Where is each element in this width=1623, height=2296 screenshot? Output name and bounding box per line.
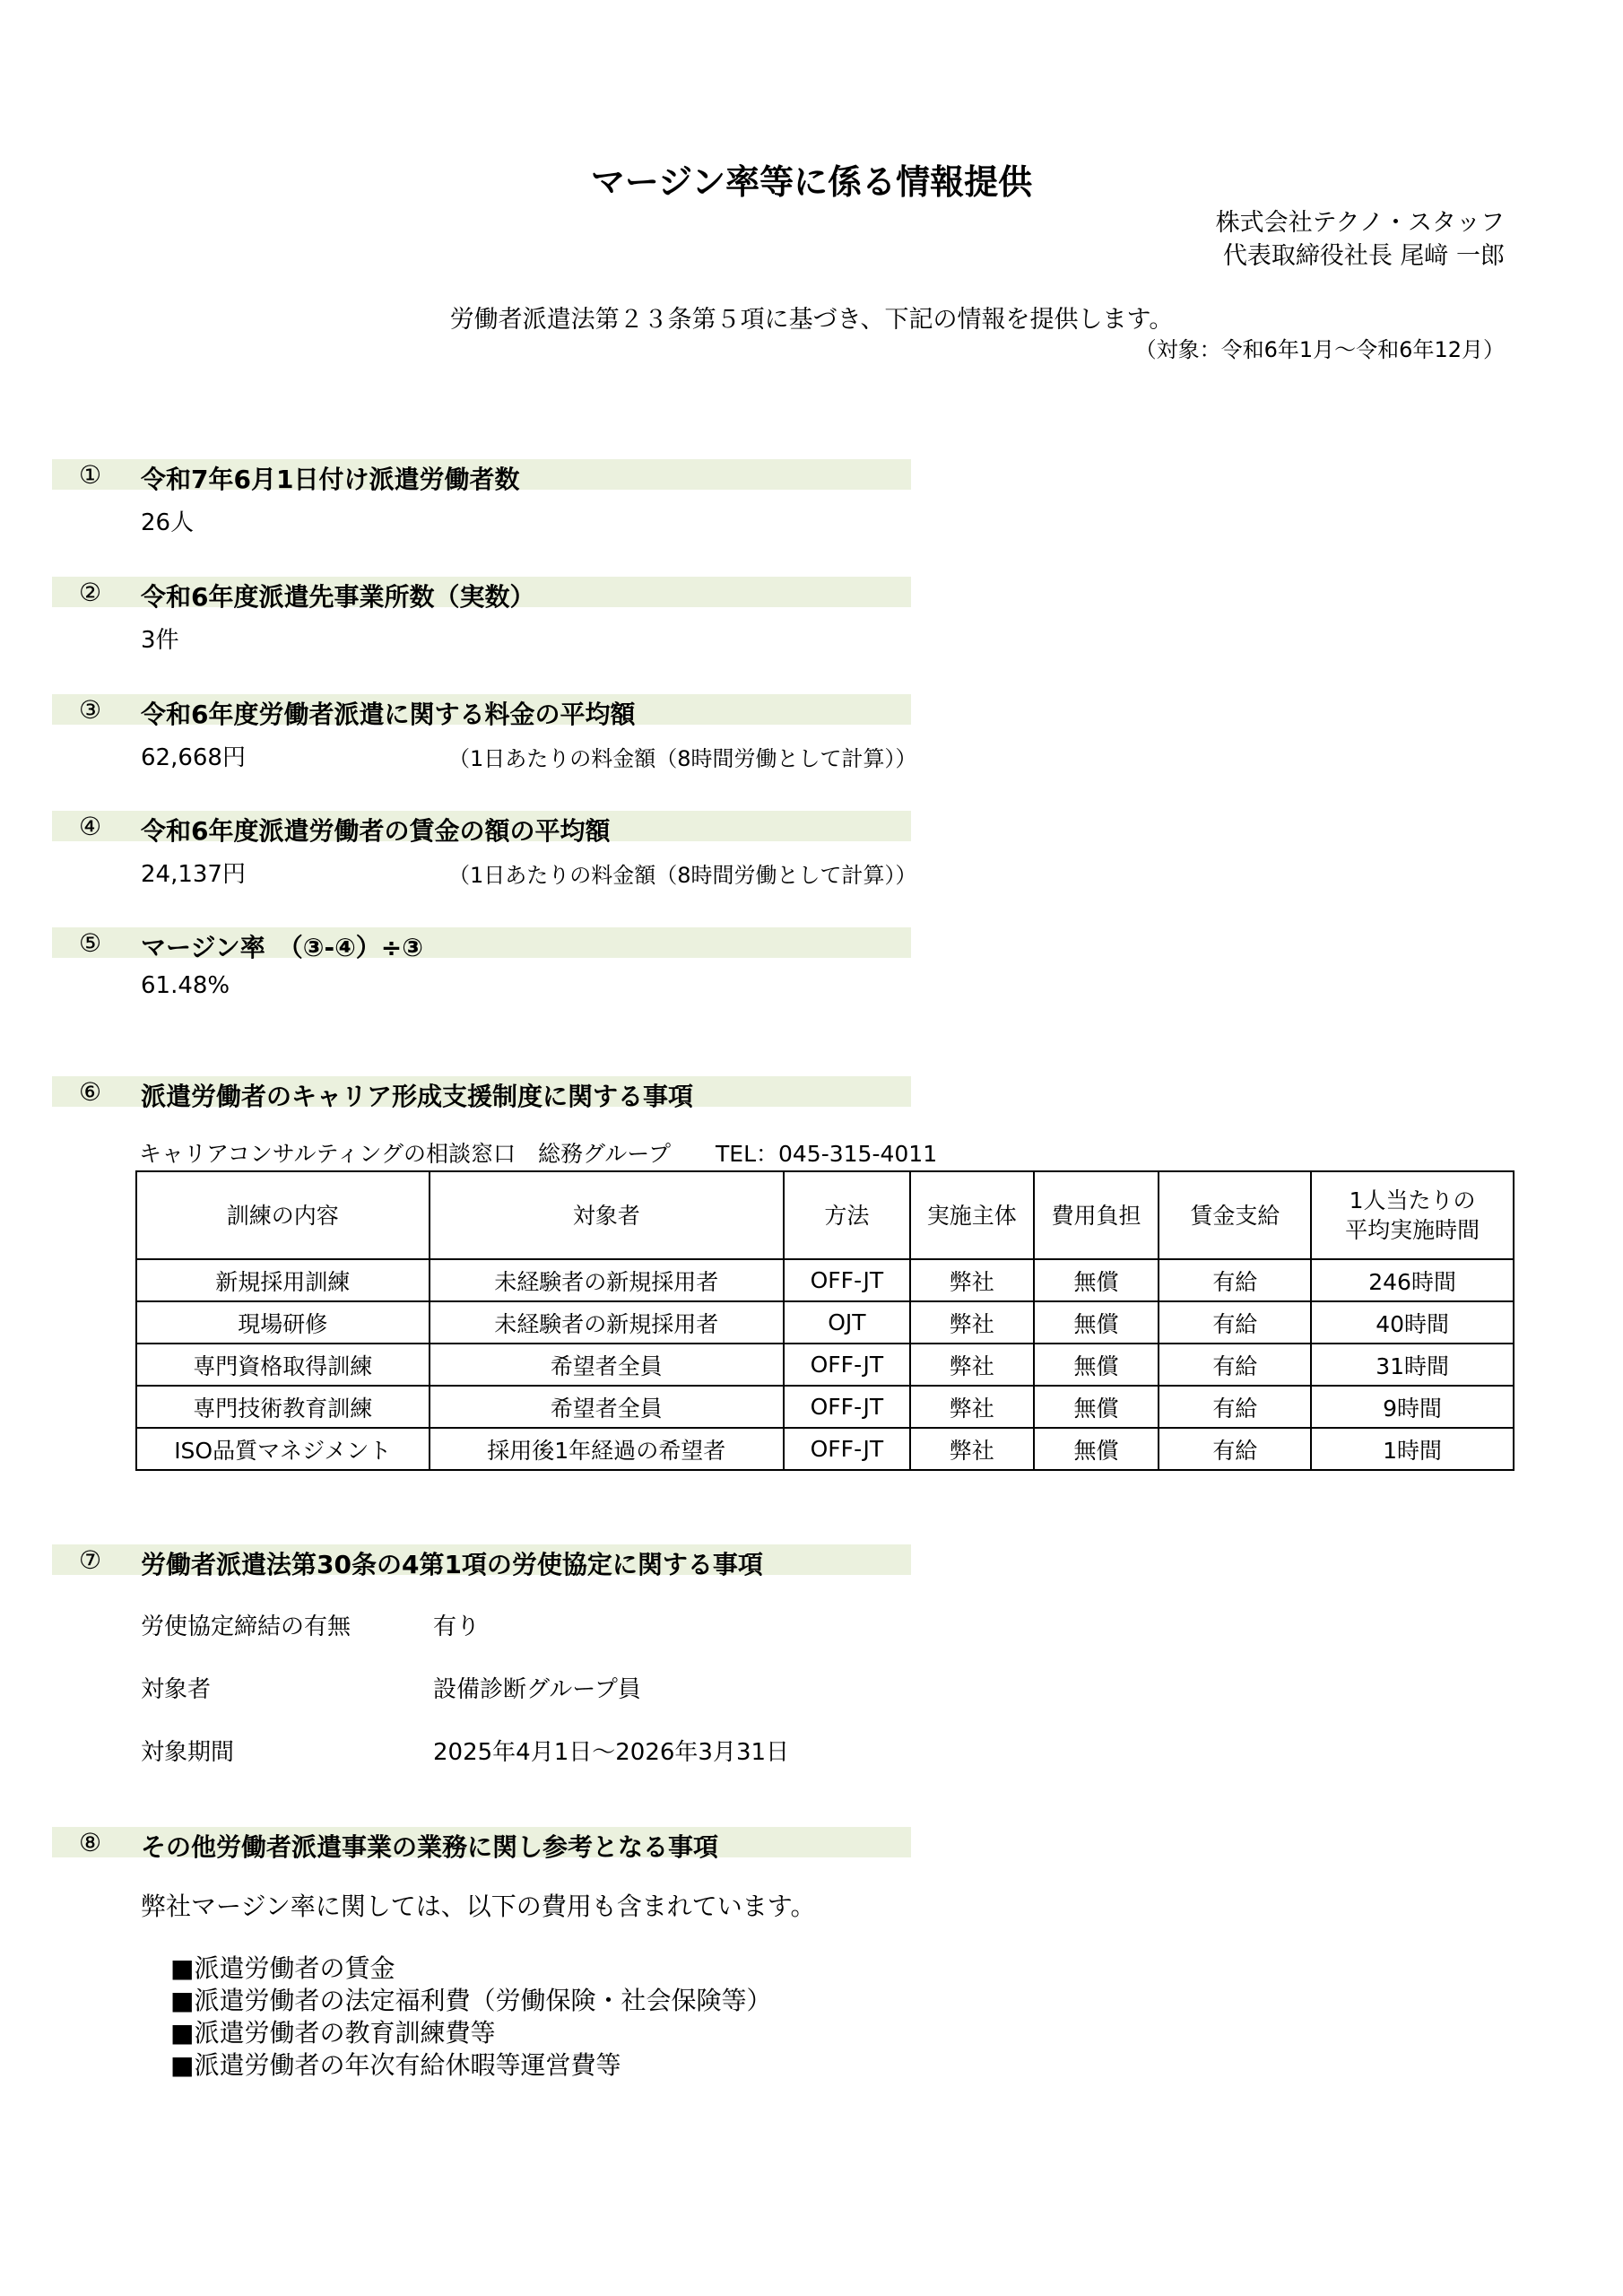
section-5-value: 61.48% xyxy=(141,972,230,999)
col-header-hours-line1: 1人当たりの xyxy=(1349,1187,1476,1213)
cell-wage: 有給 xyxy=(1159,1344,1311,1386)
cell-content: 専門技術教育訓練 xyxy=(136,1386,430,1428)
cell-target: 未経験者の新規採用者 xyxy=(430,1301,784,1344)
cell-target: 未経験者の新規採用者 xyxy=(430,1259,784,1301)
list-item: ■派遣労働者の賃金 xyxy=(170,1953,395,1983)
career-consult-contact: キャリアコンサルティングの相談窓口 総務グループ TEL：045-315-4011 xyxy=(139,1141,938,1167)
cell-cost: 無償 xyxy=(1034,1301,1159,1344)
target-key: 対象者 xyxy=(141,1676,212,1703)
section-3-value: 62,668円 xyxy=(141,744,246,771)
section-8-header xyxy=(52,1827,911,1862)
col-header-hours-line2: 平均実施時間 xyxy=(1345,1217,1480,1243)
cell-method: OFF-JT xyxy=(784,1259,910,1301)
section-1-value: 26人 xyxy=(141,509,195,536)
cell-content: 専門資格取得訓練 xyxy=(136,1344,430,1386)
section-3-note: （1日あたりの料金額（8時間労働として計算）） xyxy=(448,746,917,771)
cell-hours: 246時間 xyxy=(1311,1259,1514,1301)
period-key: 対象期間 xyxy=(141,1739,235,1766)
cell-wage: 有給 xyxy=(1159,1301,1311,1344)
target-period: （対象：令和6年1月～令和6年12月） xyxy=(1134,337,1505,362)
section-number: ⑦ xyxy=(79,1545,102,1575)
section-label: その他労働者派遣事業の業務に関し参考となる事項 xyxy=(141,1832,719,1862)
section-number: ⑥ xyxy=(79,1077,102,1107)
cell-content: 新規採用訓練 xyxy=(136,1259,430,1301)
cell-wage: 有給 xyxy=(1159,1428,1311,1470)
table-row xyxy=(136,1301,1514,1344)
section-1-header xyxy=(52,459,911,494)
training-table xyxy=(135,1170,1515,1471)
cell-method: OFF-JT xyxy=(784,1428,910,1470)
agreement-key: 労使協定締結の有無 xyxy=(141,1613,352,1640)
section-3-header xyxy=(52,694,911,729)
section-number: ③ xyxy=(79,695,102,725)
section-label: 令和6年度労働者派遣に関する料金の平均額 xyxy=(141,700,636,729)
table-header-row xyxy=(136,1171,1514,1259)
cell-cost: 無償 xyxy=(1034,1428,1159,1470)
list-item: ■派遣労働者の法定福利費（労働保険・社会保険等） xyxy=(170,1986,772,2015)
list-item: ■派遣労働者の年次有給休暇等運営費等 xyxy=(170,2050,621,2080)
section-number: ⑧ xyxy=(79,1828,102,1857)
section-8-text: 弊社マージン率に関しては、以下の費用も含まれています。 xyxy=(141,1892,816,1921)
cell-implementer: 弊社 xyxy=(910,1301,1034,1344)
section-label: 令和6年度派遣労働者の賃金の額の平均額 xyxy=(141,816,611,846)
col-header-implementer: 実施主体 xyxy=(910,1171,1034,1259)
section-5-header xyxy=(52,927,911,962)
cell-content: 現場研修 xyxy=(136,1301,430,1344)
cell-implementer: 弊社 xyxy=(910,1344,1034,1386)
section-label: マージン率 （③-④）÷③ xyxy=(141,933,423,962)
cell-hours: 9時間 xyxy=(1311,1386,1514,1428)
intro-text: 労働者派遣法第２３条第５項に基づき、下記の情報を提供します。 xyxy=(449,306,1174,334)
cell-hours: 1時間 xyxy=(1311,1428,1514,1470)
section-4-note: （1日あたりの料金額（8時間労働として計算）） xyxy=(448,863,917,888)
section-2-value: 3件 xyxy=(141,627,179,654)
cell-target: 希望者全員 xyxy=(430,1386,784,1428)
page-title: マージン率等に係る情報提供 xyxy=(590,162,1033,202)
section-number: ⑤ xyxy=(79,928,102,958)
col-header-hours xyxy=(1311,1171,1514,1259)
cell-method: OFF-JT xyxy=(784,1386,910,1428)
cell-wage: 有給 xyxy=(1159,1386,1311,1428)
section-7-header xyxy=(52,1544,911,1579)
cell-hours: 40時間 xyxy=(1311,1301,1514,1344)
cell-method: OFF-JT xyxy=(784,1344,910,1386)
cell-target: 採用後1年経過の希望者 xyxy=(430,1428,784,1470)
table-row xyxy=(136,1344,1514,1386)
target-value: 設備診断グループ員 xyxy=(433,1676,641,1703)
section-number: ④ xyxy=(79,812,102,841)
section-label: 令和6年度派遣先事業所数（実数） xyxy=(141,582,535,612)
col-header-cost: 費用負担 xyxy=(1034,1171,1159,1259)
section-4-header xyxy=(52,811,911,846)
company-name: 株式会社テクノ・スタッフ xyxy=(1215,209,1505,237)
agreement-value: 有り xyxy=(433,1613,481,1640)
cost-bullet-list xyxy=(170,1952,771,2082)
section-number: ② xyxy=(79,578,102,607)
section-4-value: 24,137円 xyxy=(141,861,246,888)
cell-target: 希望者全員 xyxy=(430,1344,784,1386)
list-item: ■派遣労働者の教育訓練費等 xyxy=(170,2018,496,2048)
cell-content: ISO品質マネジメント xyxy=(136,1428,430,1470)
section-6-header xyxy=(52,1076,911,1111)
col-header-target: 対象者 xyxy=(430,1171,784,1259)
cell-method: OJT xyxy=(784,1301,910,1344)
cell-wage: 有給 xyxy=(1159,1259,1311,1301)
cell-hours: 31時間 xyxy=(1311,1344,1514,1386)
period-value: 2025年4月1日～2026年3月31日 xyxy=(433,1739,790,1766)
section-2-header xyxy=(52,577,911,612)
cell-implementer: 弊社 xyxy=(910,1386,1034,1428)
col-header-method: 方法 xyxy=(784,1171,910,1259)
col-header-content: 訓練の内容 xyxy=(136,1171,430,1259)
table-row xyxy=(136,1428,1514,1470)
representative-name: 代表取締役社長 尾﨑 一郎 xyxy=(1222,242,1505,270)
section-label: 派遣労働者のキャリア形成支援制度に関する事項 xyxy=(141,1082,694,1111)
col-header-wage: 賃金支給 xyxy=(1159,1171,1311,1259)
table-row xyxy=(136,1259,1514,1301)
cell-implementer: 弊社 xyxy=(910,1259,1034,1301)
table-row xyxy=(136,1386,1514,1428)
cell-cost: 無償 xyxy=(1034,1259,1159,1301)
cell-implementer: 弊社 xyxy=(910,1428,1034,1470)
cell-cost: 無償 xyxy=(1034,1344,1159,1386)
section-number: ① xyxy=(79,460,102,490)
section-label: 令和7年6月1日付け派遣労働者数 xyxy=(141,465,520,494)
section-label: 労働者派遣法第30条の4第1項の労使協定に関する事項 xyxy=(141,1550,763,1579)
cell-cost: 無償 xyxy=(1034,1386,1159,1428)
